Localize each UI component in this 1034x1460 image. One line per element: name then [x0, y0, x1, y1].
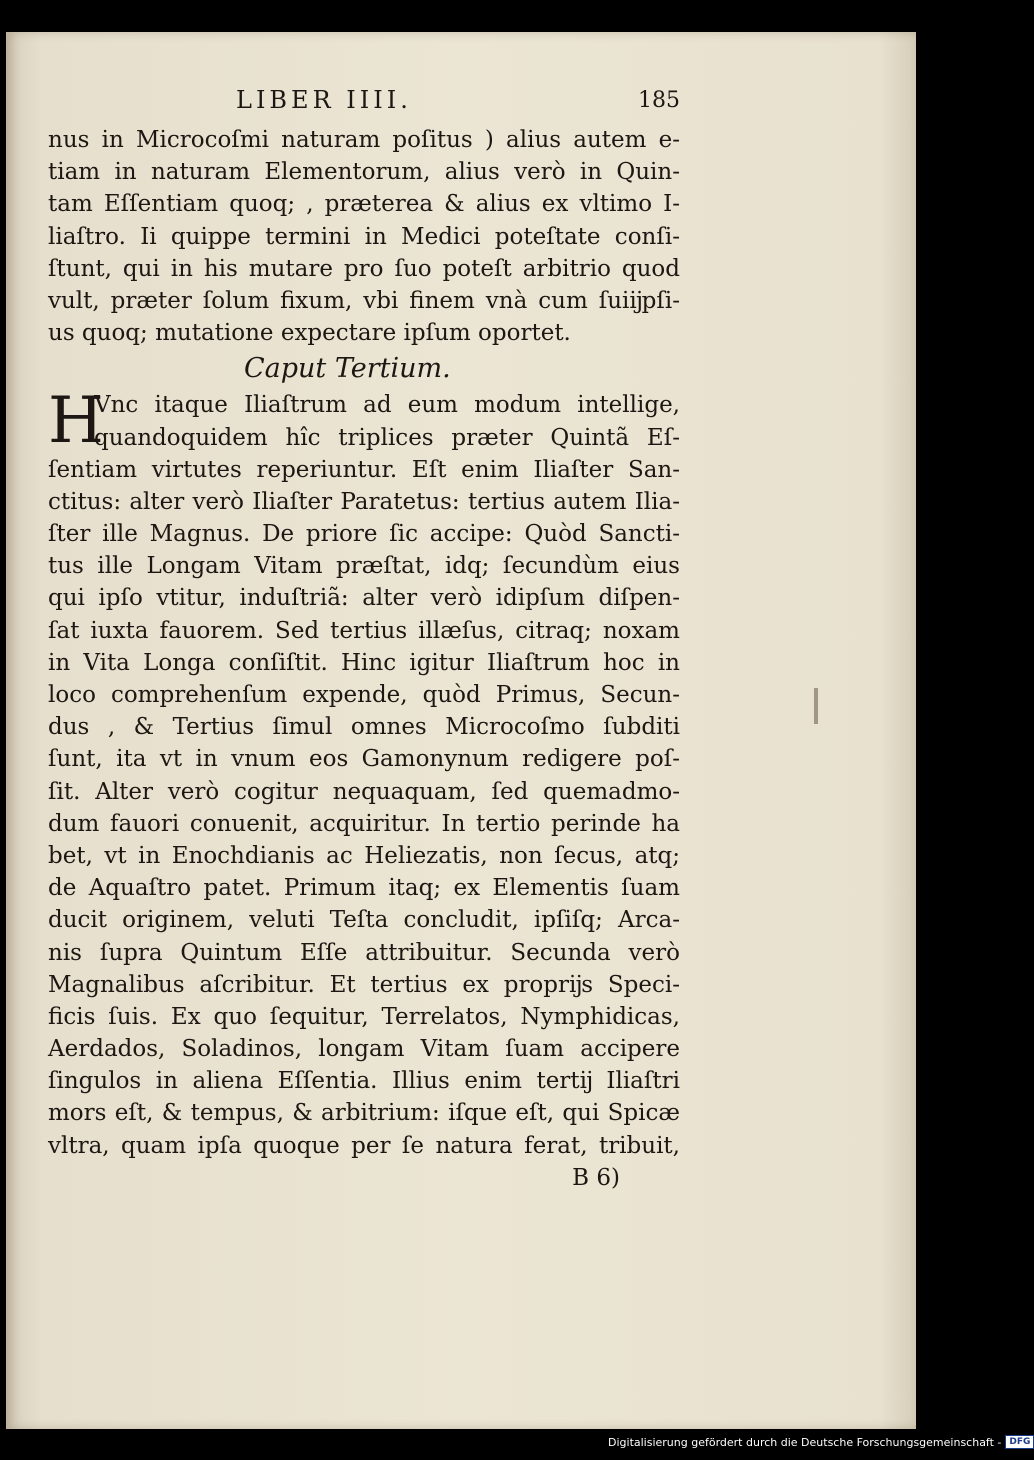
- text-line: ſter ille Magnus. De priore ſic accipe: Quòd Sancti-: [48, 521, 680, 548]
- chapter-body: [48, 384, 680, 1162]
- text-line: dum fauori conuenit, acquiritur. In tertio perinde ha: [48, 810, 680, 837]
- text-line: Vnc itaque Iliaſtrum ad eum modum intellige,: [94, 392, 680, 419]
- chapter-heading: Caput Tertium.: [244, 353, 451, 385]
- drop-initial: H: [48, 384, 104, 459]
- text-line: bet, vt in Enochdianis ac Heliezatis, non ſecus, atq;: [48, 842, 680, 869]
- text-line: qui ipſo vtitur, induſtriã: alter verò idipſum diſpen-: [48, 585, 680, 612]
- text-line: liaſtro. Ii quippe termini in Medici poteſtate conſi-: [48, 223, 680, 250]
- text-line: ſentiam virtutes reperiuntur. Eſt enim Iliaſter San-: [48, 456, 680, 483]
- dfg-logo: DFG: [1005, 1435, 1034, 1449]
- text-line: ducit originem, veluti Teſta concludit, ipſiſq; Arca-: [48, 907, 680, 934]
- book-page: [6, 32, 916, 1429]
- text-line: ctitus: alter verò Iliaſter Paratetus: tertius autem Ilia-: [48, 488, 680, 515]
- text-line: quandoquidem hîc triplices præter Quintã Eſ-: [94, 424, 680, 451]
- text-line: ſit. Alter verò cogitur nequaquam, ſed quemadmo-: [48, 778, 680, 805]
- text-line: Aerdados, Soladinos, longam Vitam ſuam accipere: [48, 1036, 680, 1063]
- text-line: tiam in naturam Elementorum, alius verò in Quin-: [48, 159, 680, 186]
- text-line: ſunt, ita vt in vnum eos Gamonynum redigere poſ-: [48, 746, 680, 773]
- text-line: mors eſt, & tempus, & arbitrium: iſque eſt, qui Spicæ: [48, 1100, 680, 1127]
- text-line: us quoq; mutatione expectare ipſum oportet.: [48, 320, 571, 347]
- text-line: in Vita Longa conſiſtit. Hinc igitur Iliaſtrum hoc in: [48, 649, 680, 676]
- margin-mark: [814, 688, 818, 724]
- text-line: tam Eſſentiam quoq; , præterea & alius ex vltimo I-: [48, 191, 680, 218]
- running-title: LIBER IIII.: [236, 86, 412, 114]
- text-line: nus in Microcoſmi naturam poſitus ) alius autem e-: [48, 127, 680, 153]
- text-line: vltra, quam ipſa quoque per ſe natura ferat, tribuit,: [48, 1132, 680, 1159]
- text-line: ſtunt, qui in his mutare pro ſuo poteſt arbitrio quod: [48, 255, 680, 282]
- paragraph-continued: [48, 124, 680, 349]
- text-line: tus ille Longam Vitam præſtat, idq; ſecundùm eius: [48, 553, 680, 580]
- text-line: dus , & Tertius ſimul omnes Microcoſmo ſubditi: [48, 714, 680, 741]
- page-number: 185: [638, 88, 680, 113]
- catchword: B 6): [572, 1164, 620, 1191]
- text-line: nis ſupra Quintum Eſſe attribuitur. Secunda verò: [48, 939, 680, 966]
- text-line: ſat iuxta fauorem. Sed tertius illæſus, citraq; noxam: [48, 617, 680, 644]
- text-line: loco comprehenſum expende, quòd Primus, Secun-: [48, 682, 680, 708]
- text-line: Magnalibus aſcribitur. Et tertius ex proprĳs Speci-: [48, 971, 680, 998]
- running-head: [48, 80, 680, 124]
- text-line: vult, præter ſolum fixum, vbi finem vnà cum ſuiĳpſi-: [48, 287, 680, 314]
- text-block: [48, 80, 680, 1194]
- text-line: de Aquaſtro patet. Primum itaq; ex Elementis ſuam: [48, 875, 680, 902]
- text-line: ficis ſuis. Ex quo ſequitur, Terrelatos, Nymphidicas,: [48, 1003, 680, 1030]
- text-line: ſingulos in aliena Eſſentia. Illius enim tertĳ Iliaſtri: [48, 1068, 680, 1095]
- funding-note: Digitalisierung gefördert durch die Deutsche Forschungsgemeinschaft -: [608, 1435, 1002, 1449]
- funding-banner: [608, 1432, 1034, 1452]
